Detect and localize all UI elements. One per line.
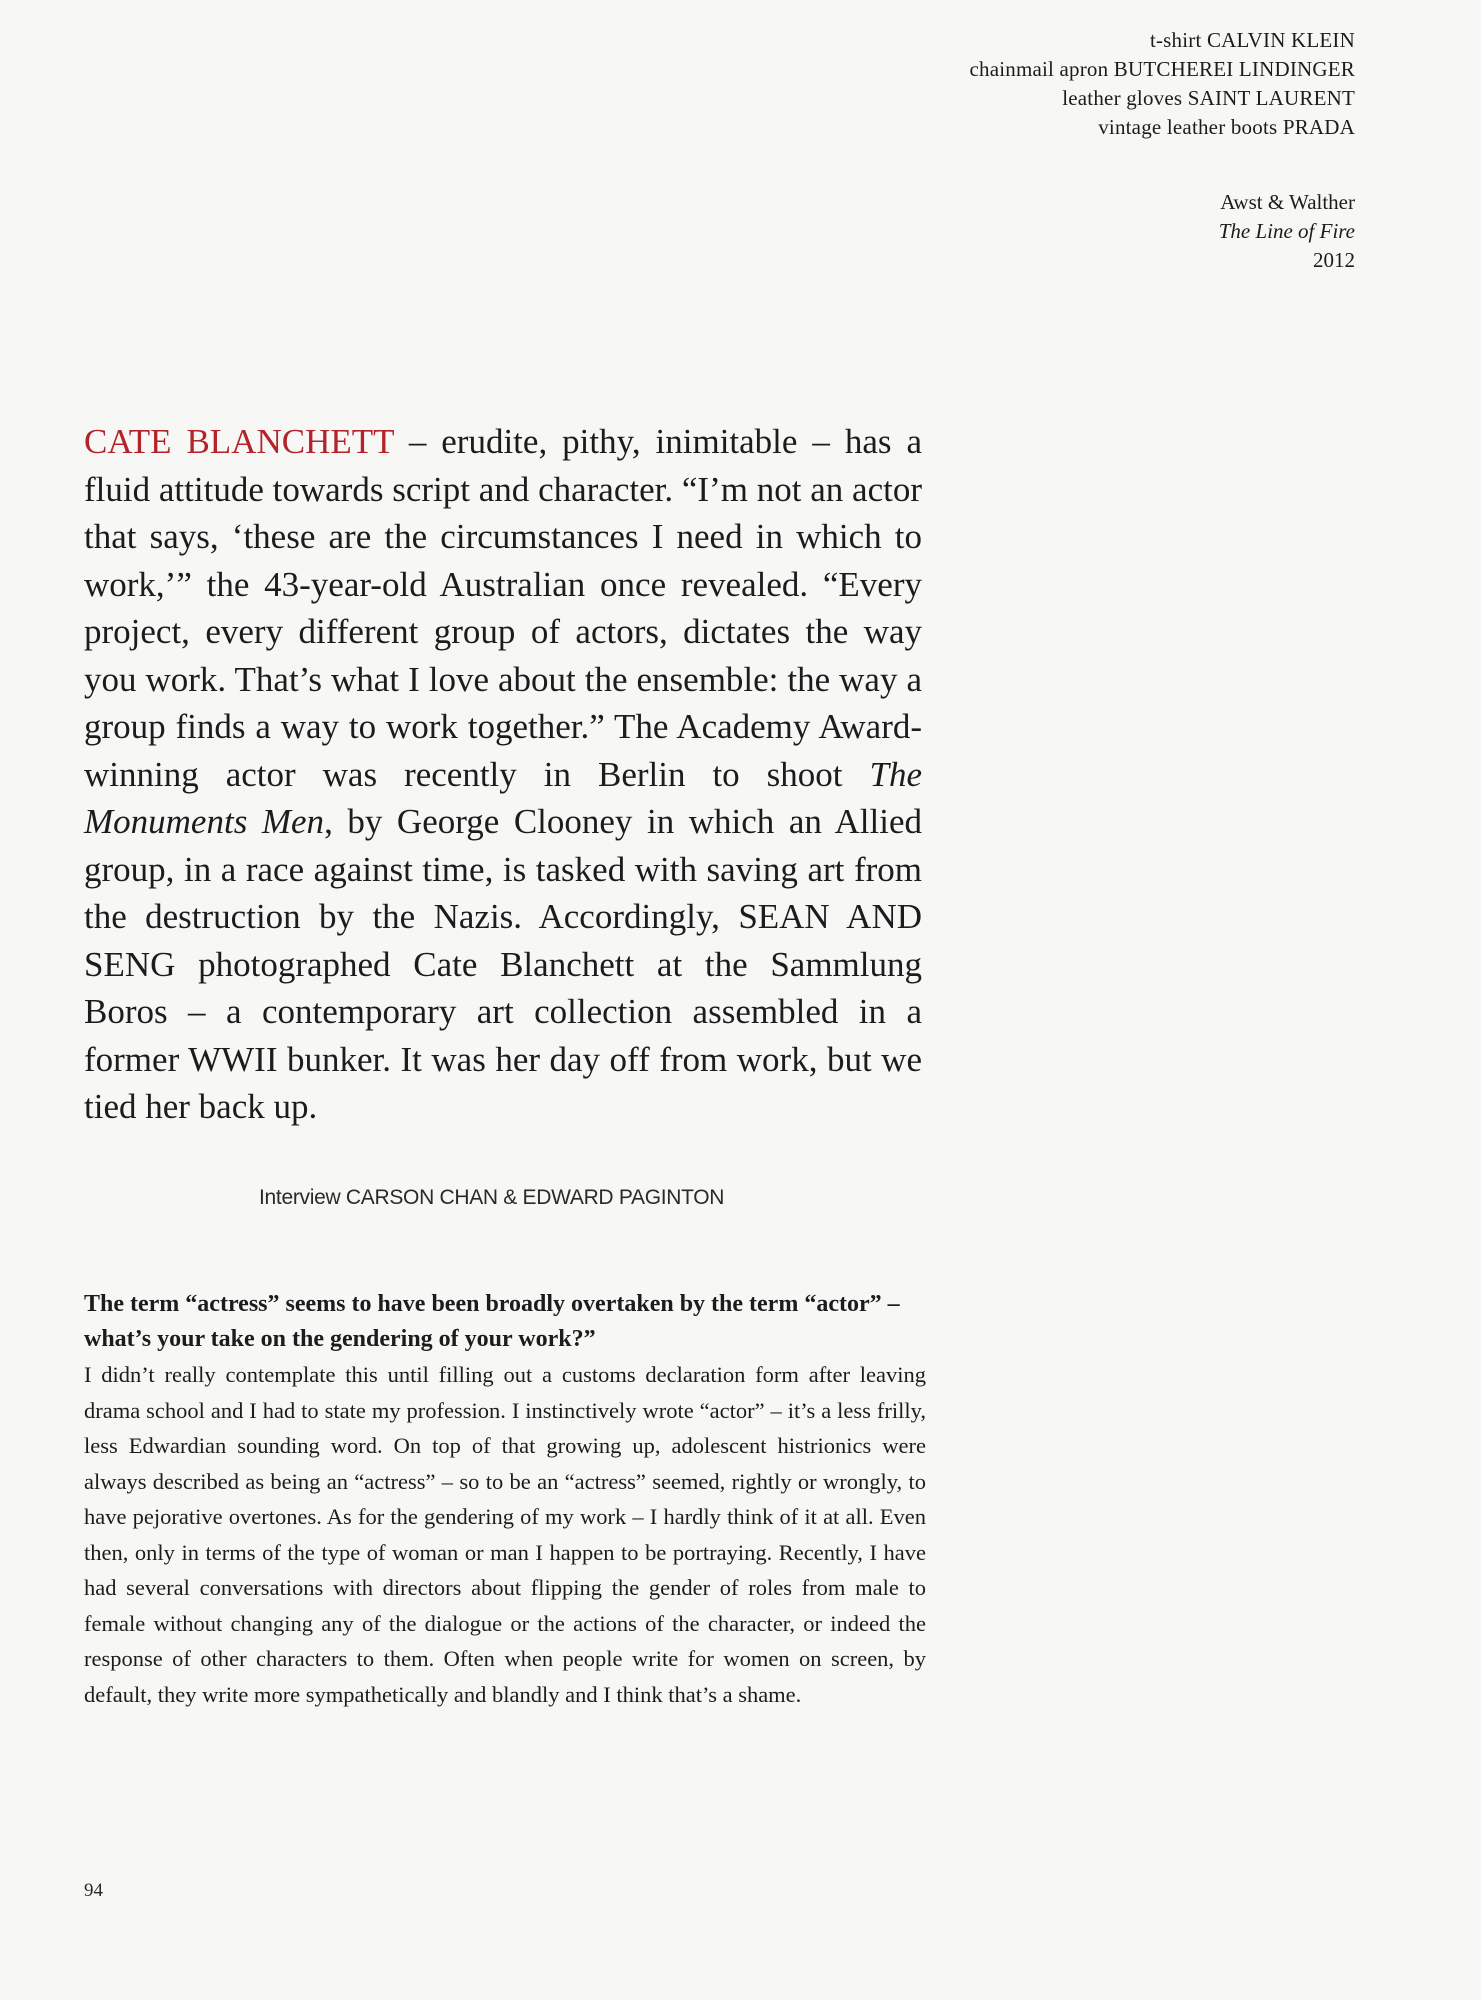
credit-brand: BUTCHEREI LINDINGER <box>1113 57 1355 81</box>
credit-item: leather gloves <box>1062 86 1183 110</box>
interview-question: The term “actress” seems to have been broadly overtaken by the term “actor” – what’s your take on the gendering of your work?” <box>84 1291 900 1352</box>
artwork-artist: Awst & Walther <box>1220 190 1355 214</box>
interview-byline <box>259 1186 724 1210</box>
credit-brand: SAINT LAURENT <box>1187 86 1355 110</box>
subject-name: CATE BLANCHETT <box>84 422 394 461</box>
interview-qa <box>84 1287 926 1712</box>
intro-text-part1: – erudite, pithy, inimitable – has a fluid attitude towards script and character. “I’m not an actor that says, ‘these are the circumstances I need in which to work,’” the 43-year-old Australian once revealed. “Every project, every different group of actors, dictates the way you work. That’s what I love about the ensemble: the way a group finds a way to work together.” The Academy Award-winning actor was recently in Berlin to shoot <box>84 422 922 794</box>
credit-item: t-shirt <box>1149 28 1202 52</box>
credit-line <box>655 84 1355 113</box>
interview-answer: I didn’t really contemplate this until filling out a customs declaration form after leaving drama school and I had to state my profession. I instinctively wrote “actor” – it’s a less frilly, less Edwardian sounding word. On top of that growing up, adolescent histrionics were always described as being an “actress” – so to be an “actress” seemed, rightly or wrongly, to have pejorative overtones. As for the gendering of my work – I hardly think of it at all. Even then, only in terms of the type of woman or man I happen to be portraying. Recently, I have had several conversations with directors about flipping the gender of roles from male to female without changing any of the dialogue or the actions of the character, or indeed the response of other characters to them. Often when people write for women on screen, by default, they write more sympathetically and blandly and I think that’s a shame. <box>84 1362 926 1707</box>
page-number: 94 <box>84 1880 103 1901</box>
credit-item: vintage leather boots <box>1098 115 1278 139</box>
artwork-credit <box>855 188 1355 275</box>
artwork-year: 2012 <box>1313 248 1355 272</box>
intro-text-part2: , by George Clooney in which an Allied group, in a race against time, is tasked with saving art from the destruction by the Nazis. Accordingly, SEAN AND SENG photographed Cate Blanchett at the Sammlung Boros – a contemporary art collection assembled in a former WWII bunker. It was her day off from work, but we tied her back up. <box>84 802 922 1126</box>
byline-authors: CARSON CHAN & EDWARD PAGINTON <box>345 1186 725 1209</box>
outfit-credits <box>655 26 1355 142</box>
credit-brand: PRADA <box>1282 115 1355 139</box>
credit-line <box>655 113 1355 142</box>
artwork-title: The Line of Fire <box>1218 219 1355 243</box>
intro-paragraph <box>84 418 922 1131</box>
credit-item: chainmail apron <box>969 57 1109 81</box>
credit-line <box>655 55 1355 84</box>
film-title: The Monuments Men <box>84 754 922 841</box>
credit-brand: CALVIN KLEIN <box>1206 28 1355 52</box>
byline-label: Interview <box>259 1186 341 1209</box>
credit-line <box>655 26 1355 55</box>
